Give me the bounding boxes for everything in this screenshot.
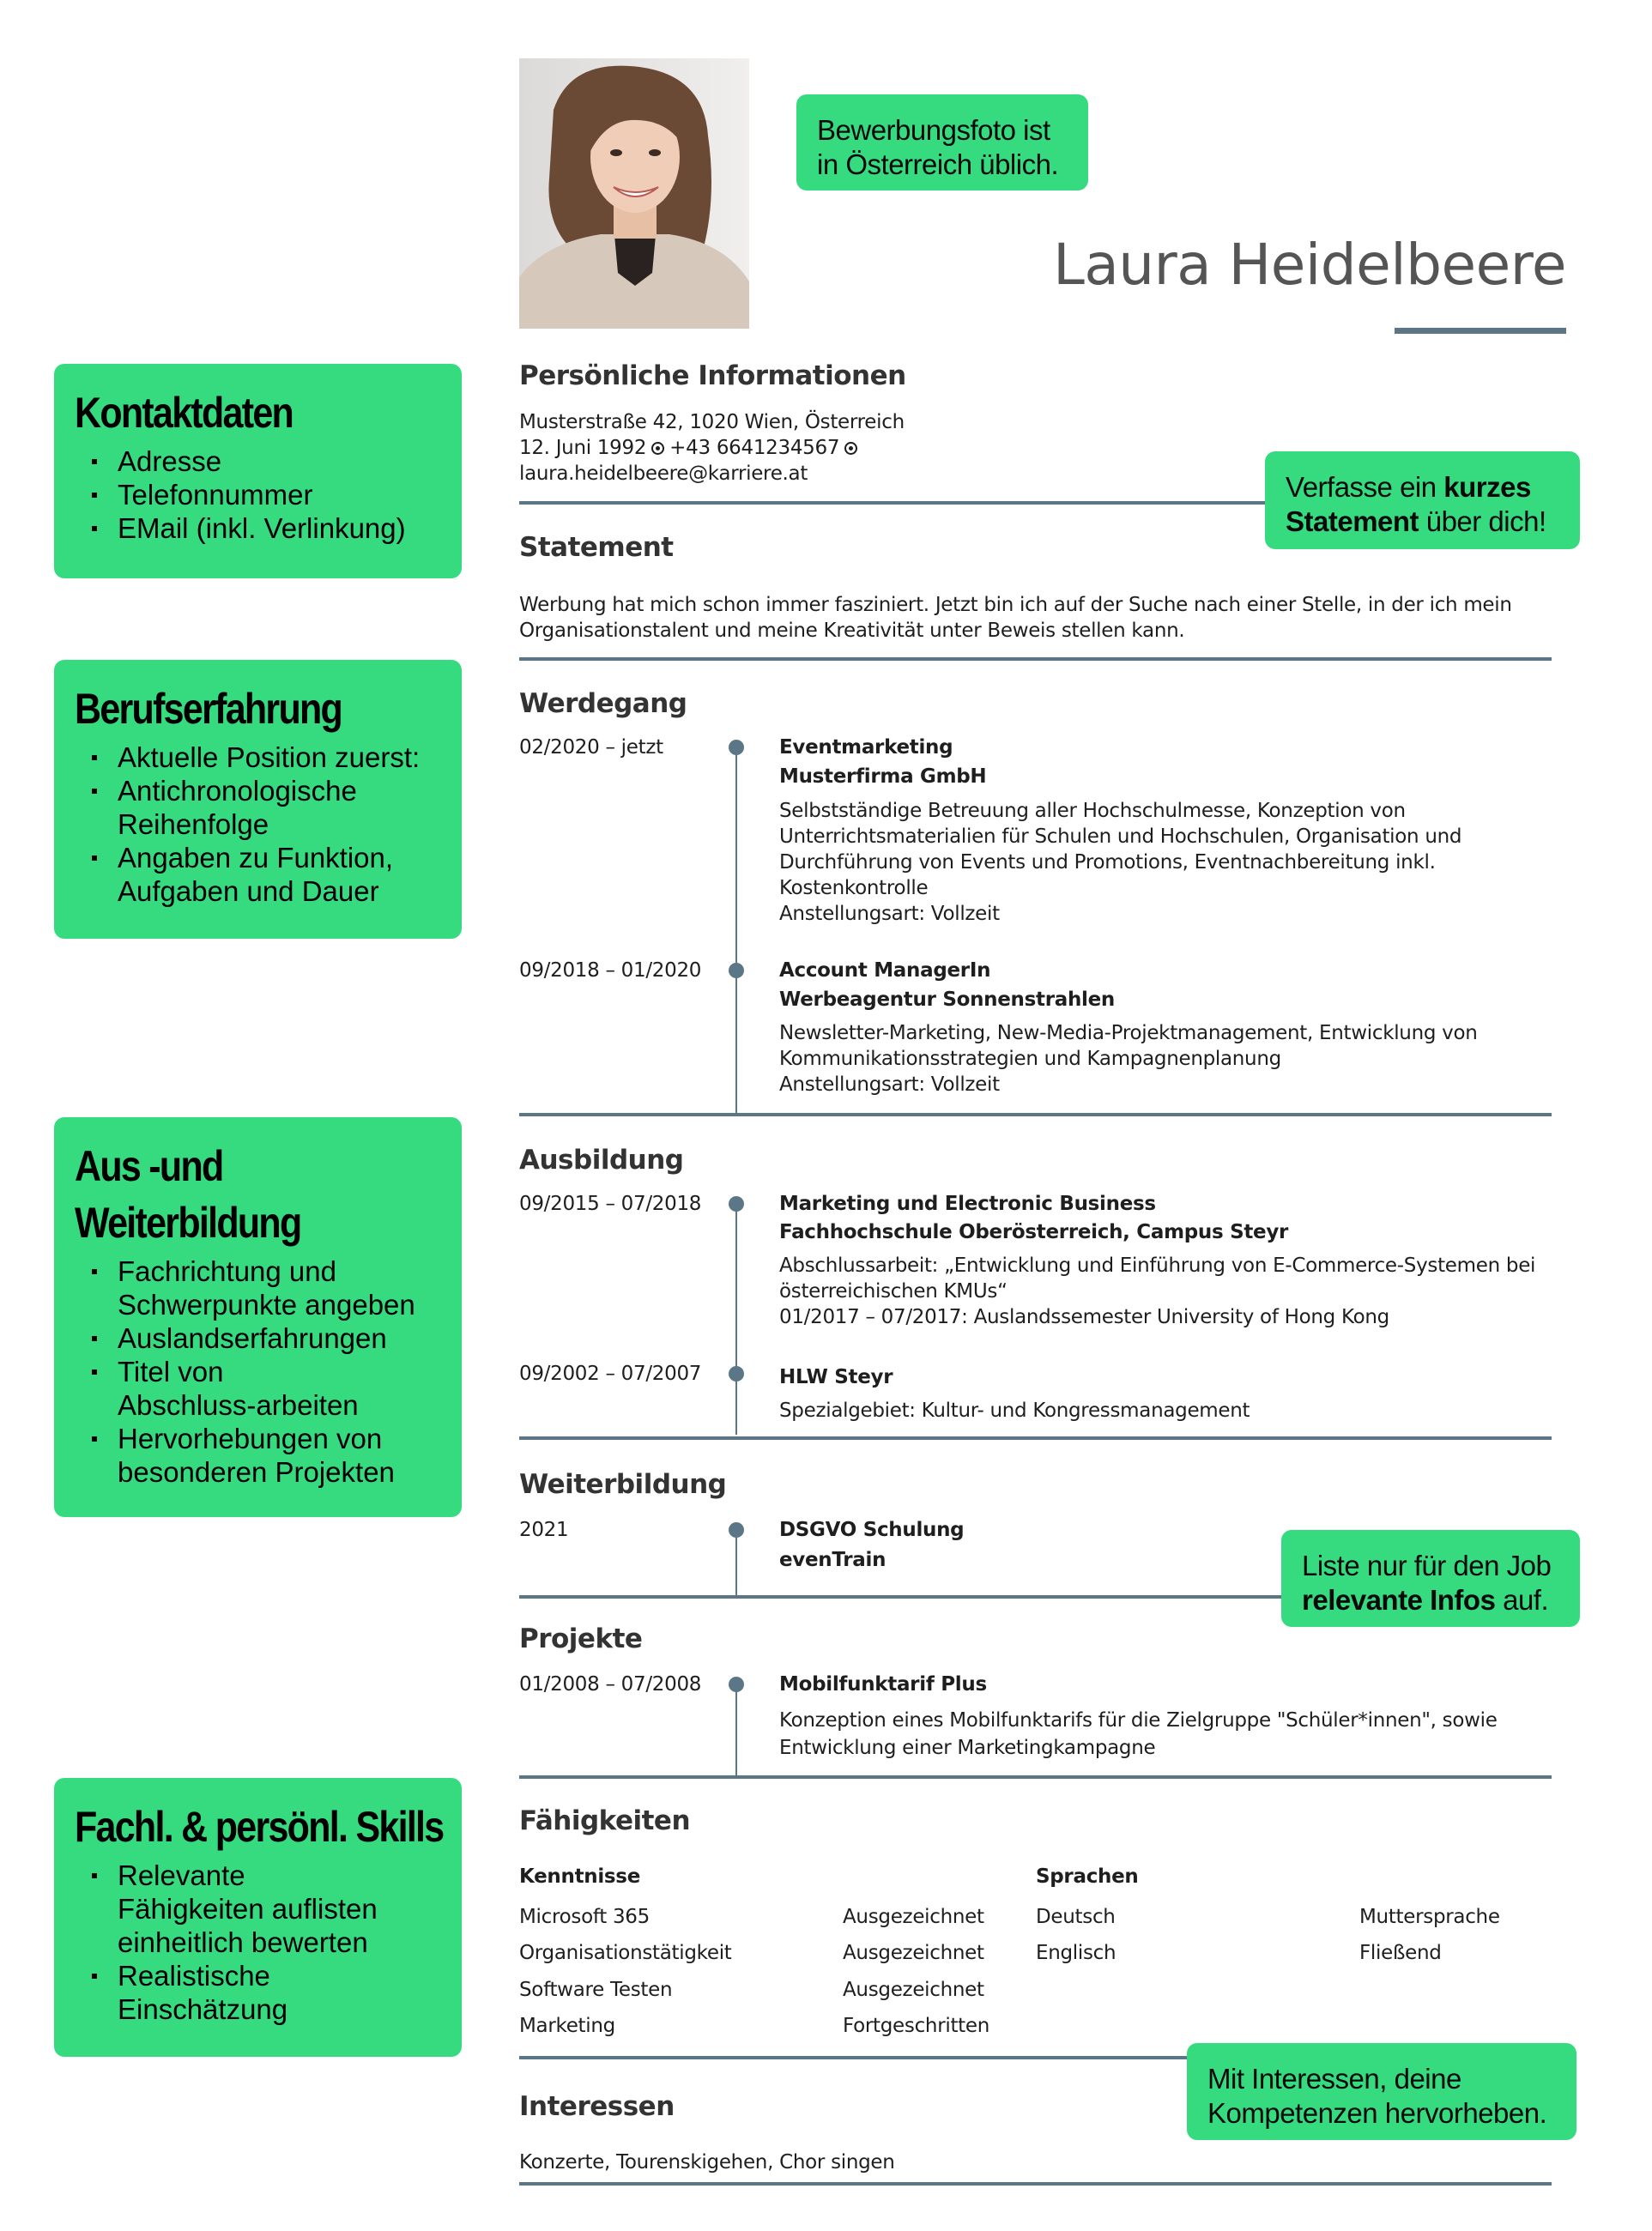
entry-date: 01/2008 – 07/2008	[519, 1673, 702, 1696]
tip-line: Bewerbungsfoto ist	[817, 114, 1050, 146]
section-divider	[519, 2182, 1552, 2186]
sidebar-title: Aus -und Weiterbildung	[75, 1142, 301, 1247]
profile-photo	[519, 58, 749, 329]
entry-org: evenTrain	[779, 1549, 887, 1571]
timeline-line	[735, 1682, 737, 1776]
name-underline	[1395, 328, 1566, 334]
section-divider	[519, 657, 1552, 661]
entry-date: 09/2002 – 07/2007	[519, 1363, 702, 1385]
entry-desc: Selbstständige Betreuung aller Hochschulmesse, Konzeption von	[779, 800, 1406, 822]
section-divider	[519, 2056, 1189, 2059]
personal-birth-phone	[519, 435, 862, 461]
timeline-dot	[729, 1196, 744, 1212]
sidebar-bullet: Angaben zu Funktion, Aufgaben und Dauer	[75, 841, 409, 908]
entry-date: 09/2018 – 01/2020	[519, 959, 702, 982]
section-divider	[519, 1436, 1552, 1440]
entry-role: HLW Steyr	[779, 1366, 893, 1388]
tip-line: Liste nur für den Job	[1302, 1550, 1552, 1581]
sidebar-bullet: Realistische Einschätzung	[75, 1959, 324, 2026]
entry-desc: Unterrichtsmaterialien für Schulen und Hochschulen, Organisation und	[779, 825, 1462, 848]
sidebar-bullet: Adresse	[75, 444, 441, 478]
skill-name: Organisationstätigkeit	[519, 1942, 732, 1964]
entry-desc: österreichischen KMUs“	[779, 1280, 1008, 1303]
kenntnisse-label: Kenntnisse	[519, 1865, 640, 1888]
personal-phone: +43 6641234567	[669, 437, 840, 459]
timeline-dot	[729, 740, 744, 755]
section-title-faehigkeiten: Fähigkeiten	[519, 1805, 691, 1836]
entry-org: Musterfirma GmbH	[779, 765, 987, 788]
skill-level: Ausgezeichnet	[843, 1906, 984, 1928]
timeline-line	[735, 1527, 737, 1596]
tip-line: Statement über dich!	[1286, 505, 1546, 537]
interests-text: Konzerte, Tourenskigehen, Chor singen	[519, 2151, 895, 2174]
entry-role: Eventmarketing	[779, 736, 953, 759]
sprachen-label: Sprachen	[1036, 1865, 1139, 1888]
interests-tip-note	[1187, 2043, 1576, 2140]
entry-desc: Anstellungsart: Vollzeit	[779, 903, 1000, 925]
sidebar-bullet: EMail (inkl. Verlinkung)	[75, 511, 441, 545]
tip-line: in Österreich üblich.	[817, 148, 1059, 180]
entry-desc: Durchführung von Events und Promotions, Eventnachbereitung inkl.	[779, 851, 1436, 874]
entry-desc: Spezialgebiet: Kultur- und Kongressmanagement	[779, 1400, 1250, 1422]
photo-tip-note	[796, 94, 1088, 190]
section-title-ausbildung: Ausbildung	[519, 1145, 684, 1176]
timeline-dot	[729, 1366, 744, 1382]
statement-line: Werbung hat mich schon immer fasziniert. Jetzt bin ich auf der Suche nach einer Stelle, in der ich mein	[519, 594, 1512, 616]
entry-org: Fachhochschule Oberösterreich, Campus Steyr	[779, 1221, 1289, 1243]
skill-name: Software Testen	[519, 1979, 673, 2001]
tip-line: Mit Interessen, deine	[1207, 2063, 1461, 2095]
timeline-dot	[729, 1522, 744, 1538]
section-divider	[519, 1113, 1552, 1116]
sidebar-bullet: Auslandserfahrungen	[75, 1321, 441, 1355]
statement-tip-note	[1265, 451, 1580, 549]
sidebar-box-skills	[54, 1778, 462, 2057]
language-level: Muttersprache	[1359, 1906, 1500, 1928]
sidebar-bullet: Hervorhebungen von besonderen Projekten	[75, 1422, 401, 1489]
relevant-info-tip-note	[1281, 1530, 1580, 1627]
sidebar-bullet: Titel von Abschluss-arbeiten	[75, 1355, 366, 1422]
sidebar-box-kontaktdaten	[54, 364, 462, 578]
entry-date: 02/2020 – jetzt	[519, 736, 663, 759]
language-name: Englisch	[1036, 1942, 1116, 1964]
language-level: Fließend	[1359, 1942, 1442, 1964]
section-divider	[519, 1775, 1552, 1779]
skill-level: Ausgezeichnet	[843, 1979, 984, 2001]
section-divider	[519, 1595, 1292, 1599]
section-title-weiterbildung: Weiterbildung	[519, 1469, 727, 1500]
timeline-dot	[729, 963, 744, 978]
skill-level: Ausgezeichnet	[843, 1942, 984, 1964]
timeline-line	[735, 1201, 737, 1435]
entry-date: 2021	[519, 1519, 569, 1541]
section-title-werdegang: Werdegang	[519, 688, 687, 719]
skill-name: Marketing	[519, 2015, 615, 2037]
skill-level: Fortgeschritten	[843, 2015, 990, 2037]
entry-role: Mobilfunktarif Plus	[779, 1673, 987, 1696]
statement-line: Organisationstalent und meine Kreativität unter Beweis stellen kann.	[519, 620, 1185, 642]
personal-birthdate: 12. Juni 1992	[519, 437, 647, 459]
entry-desc: Newsletter-Marketing, New-Media-Projektmanagement, Entwicklung von	[779, 1022, 1478, 1044]
sidebar-box-berufserfahrung	[54, 660, 462, 939]
sidebar-box-ausbildung	[54, 1117, 462, 1517]
section-title-projekte: Projekte	[519, 1623, 643, 1654]
sidebar-title: Berufserfahrung	[75, 685, 342, 733]
sidebar-bullet: Telefonnummer	[75, 478, 441, 511]
candidate-name: Laura Heidelbeere	[1053, 232, 1566, 298]
entry-desc: Kostenkontrolle	[779, 877, 929, 899]
section-divider	[519, 501, 1270, 505]
entry-org: Werbeagentur Sonnenstrahlen	[779, 989, 1115, 1011]
personal-email-link[interactable]: laura.heidelbeere@karriere.at	[519, 463, 808, 485]
tip-line: Verfasse ein kurzes	[1286, 471, 1531, 503]
entry-desc: Entwicklung einer Marketingkampagne	[779, 1737, 1156, 1759]
entry-desc: 01/2017 – 07/2017: Auslandssemester University of Hong Kong	[779, 1306, 1389, 1328]
personal-address: Musterstraße 42, 1020 Wien, Österreich	[519, 411, 905, 433]
timeline-dot	[729, 1677, 744, 1692]
sidebar-title: Fachl. & persönl. Skills	[75, 1803, 444, 1851]
entry-desc: Abschlussarbeit: „Entwicklung und Einführung von E-Commerce-Systemen bei	[779, 1255, 1536, 1277]
tip-line: Kompetenzen hervorheben.	[1207, 2097, 1547, 2129]
entry-desc: Anstellungsart: Vollzeit	[779, 1073, 1000, 1096]
entry-desc: Konzeption eines Mobilfunktarifs für die Zielgruppe "Schüler*innen", sowie	[779, 1709, 1498, 1732]
sidebar-bullet: Aktuelle Position zuerst:	[75, 741, 441, 774]
section-title-personal: Persönliche Informationen	[519, 360, 906, 391]
section-title-statement: Statement	[519, 532, 674, 563]
tip-line: relevante Infos auf.	[1302, 1584, 1549, 1616]
skill-name: Microsoft 365	[519, 1906, 650, 1928]
entry-desc: Kommunikationsstrategien und Kampagnenplanung	[779, 1048, 1281, 1070]
radio-bullet-icon	[844, 442, 857, 455]
radio-bullet-icon	[651, 442, 664, 455]
entry-role: DSGVO Schulung	[779, 1519, 965, 1541]
sidebar-bullet: Antichronologische Reihenfolge	[75, 774, 332, 841]
sidebar-bullet: Fachrichtung und Schwerpunkte angeben	[75, 1255, 435, 1321]
section-title-interessen: Interessen	[519, 2091, 675, 2122]
entry-role: Marketing und Electronic Business	[779, 1193, 1156, 1215]
sidebar-bullet: Relevante Fähigkeiten auflisten einheitlich bewerten	[75, 1859, 392, 1959]
language-name: Deutsch	[1036, 1906, 1116, 1928]
sidebar-title: Kontaktdaten	[75, 389, 293, 437]
entry-role: Account ManagerIn	[779, 959, 991, 982]
entry-date: 09/2015 – 07/2018	[519, 1193, 702, 1215]
timeline-line	[735, 747, 737, 1114]
